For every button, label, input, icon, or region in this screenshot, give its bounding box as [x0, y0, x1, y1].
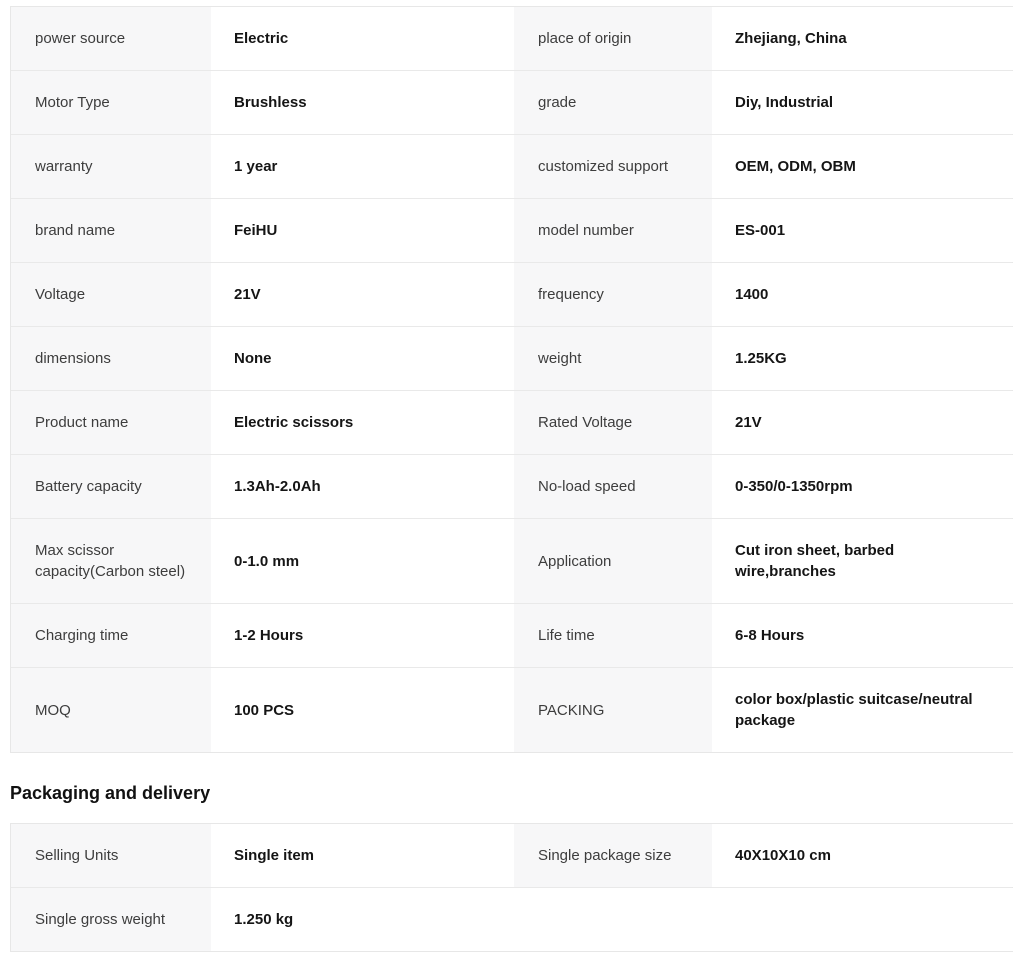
spec-label: place of origin — [514, 7, 712, 70]
spec-label: Life time — [514, 604, 712, 667]
spec-value: Zhejiang, China — [712, 7, 1014, 70]
spec-value: Brushless — [211, 71, 514, 134]
spec-value: 1 year — [211, 135, 514, 198]
spec-label: Voltage — [11, 263, 211, 326]
spec-label: brand name — [11, 199, 211, 262]
spec-value: 1.3Ah-2.0Ah — [211, 455, 514, 518]
spec-value: color box/plastic suitcase/neutral package — [712, 668, 1014, 752]
spec-row — [11, 262, 1012, 326]
spec-label: Application — [514, 519, 712, 603]
spec-label: Max scissor capacity(Carbon steel) — [11, 519, 211, 603]
spec-label: No-load speed — [514, 455, 712, 518]
spec-label — [514, 888, 712, 951]
spec-label: Rated Voltage — [514, 391, 712, 454]
spec-label: PACKING — [514, 668, 712, 752]
spec-value: Electric scissors — [211, 391, 514, 454]
spec-label: frequency — [514, 263, 712, 326]
spec-value: OEM, ODM, OBM — [712, 135, 1014, 198]
spec-label: warranty — [11, 135, 211, 198]
spec-label: model number — [514, 199, 712, 262]
spec-label: Battery capacity — [11, 455, 211, 518]
packaging-delivery-table — [10, 823, 1013, 952]
spec-row — [11, 198, 1012, 262]
spec-row — [11, 134, 1012, 198]
spec-label: Motor Type — [11, 71, 211, 134]
spec-label: weight — [514, 327, 712, 390]
spec-value: 1-2 Hours — [211, 604, 514, 667]
spec-label: Charging time — [11, 604, 211, 667]
spec-label: Single gross weight — [11, 888, 211, 951]
spec-row — [11, 518, 1012, 603]
product-specs-table — [10, 6, 1013, 753]
spec-row — [11, 70, 1012, 134]
spec-value: 0-1.0 mm — [211, 519, 514, 603]
spec-row — [11, 824, 1012, 887]
spec-value: Cut iron sheet, barbed wire,branches — [712, 519, 1014, 603]
spec-label: Product name — [11, 391, 211, 454]
spec-label: Selling Units — [11, 824, 211, 887]
spec-value: 100 PCS — [211, 668, 514, 752]
spec-row — [11, 7, 1012, 70]
spec-value: 40X10X10 cm — [712, 824, 1014, 887]
spec-label: dimensions — [11, 327, 211, 390]
spec-label: customized support — [514, 135, 712, 198]
spec-value: Diy, Industrial — [712, 71, 1014, 134]
spec-value: 1.250 kg — [211, 888, 514, 951]
spec-row — [11, 390, 1012, 454]
spec-value: Single item — [211, 824, 514, 887]
spec-label: power source — [11, 7, 211, 70]
spec-label: grade — [514, 71, 712, 134]
spec-row — [11, 603, 1012, 667]
spec-value: 0-350/0-1350rpm — [712, 455, 1014, 518]
spec-value: 21V — [211, 263, 514, 326]
spec-value: 6-8 Hours — [712, 604, 1014, 667]
spec-value: 1400 — [712, 263, 1014, 326]
spec-value: 21V — [712, 391, 1014, 454]
spec-value: FeiHU — [211, 199, 514, 262]
spec-value: Electric — [211, 7, 514, 70]
spec-row — [11, 454, 1012, 518]
spec-label: Single package size — [514, 824, 712, 887]
spec-row — [11, 667, 1012, 752]
spec-row — [11, 326, 1012, 390]
packaging-and-delivery-heading: Packaging and delivery — [10, 783, 211, 803]
spec-value: None — [211, 327, 514, 390]
spec-value: 1.25KG — [712, 327, 1014, 390]
spec-value: ES-001 — [712, 199, 1014, 262]
spec-value — [712, 888, 1014, 951]
spec-row — [11, 887, 1012, 951]
spec-label: MOQ — [11, 668, 211, 752]
